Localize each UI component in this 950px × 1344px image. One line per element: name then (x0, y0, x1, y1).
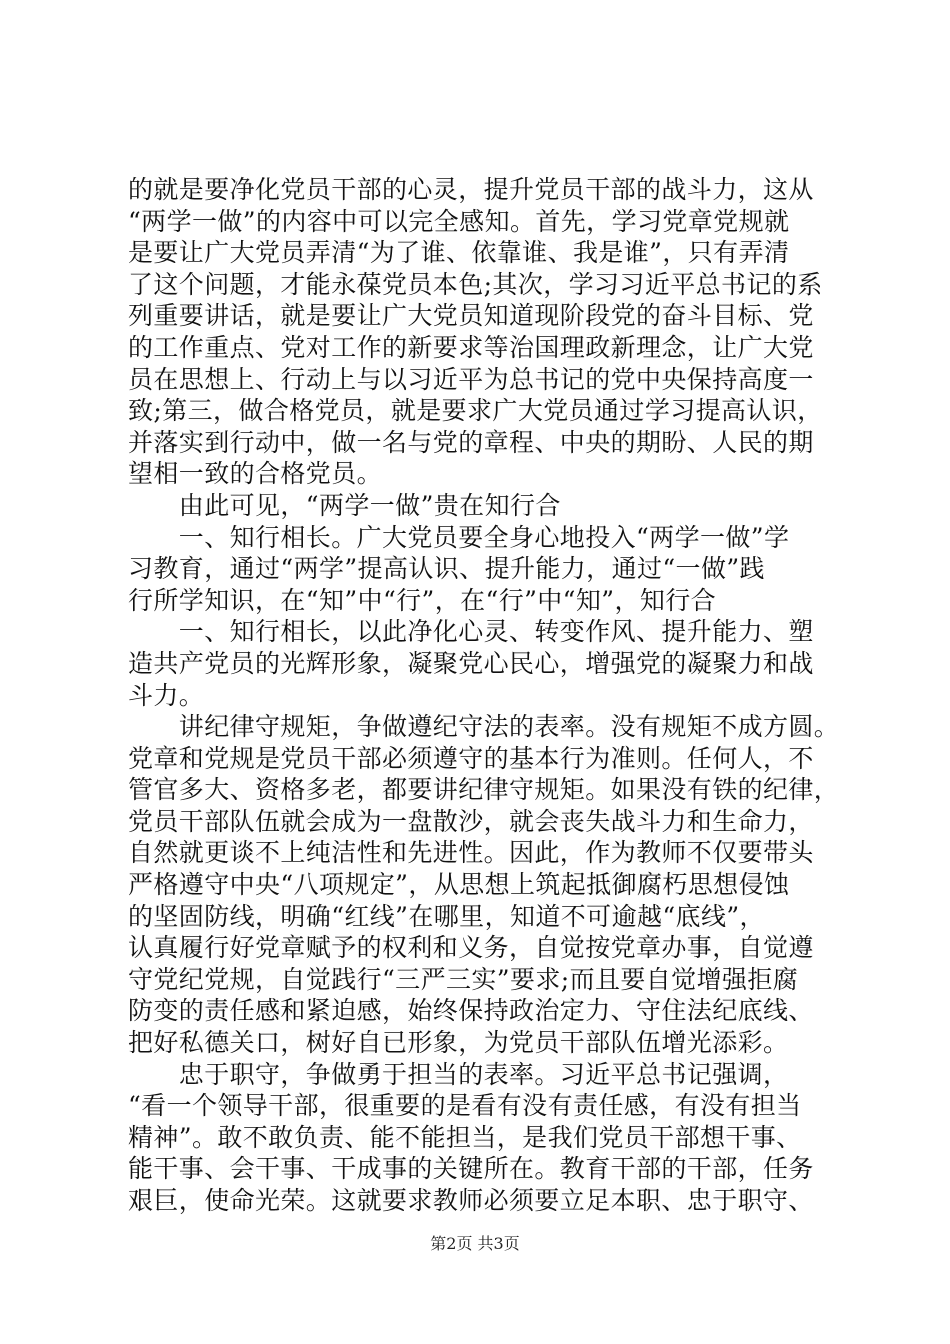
text-line: 一、知行相长，以此净化心灵、转变作风、提升能力、塑 (128, 617, 814, 647)
text-line: 的就是要净化党员干部的心灵，提升党员干部的战斗力，这从 (128, 175, 814, 204)
text-line: 由此可见，“两学一做”贵在知行合 (128, 490, 561, 520)
text-line: 是要让广大党员弄清“为了谁、依靠谁、我是谁”，只有弄清 (128, 238, 790, 268)
text-line: 致;第三，做合格党员，就是要求广大党员通过学习提高认识， (128, 396, 823, 426)
text-line: 并落实到行动中，做一名与党的章程、中央的期盼、人民的期 (128, 427, 814, 457)
text-line: 严格遵守中央“八项规定”，从思想上筑起抵御腐朽思想侵蚀 (128, 870, 790, 900)
text-line: 行所学知识，在“知”中“行”，在“行”中“知”，知行合 (128, 585, 717, 615)
text-line: 把好私德关口，树好自已形象，为党员干部队伍增光添彩。 (128, 1028, 789, 1058)
text-line: 忠于职守，争做勇于担当的表率。习近平总书记强调， (128, 1059, 789, 1089)
text-line: 的坚固防线，明确“红线”在哪里，知道不可逾越“底线”， (128, 901, 765, 931)
text-line: 守党纪党规，自觉践行“三严三实”要求;而且要自觉增强拒腐 (128, 964, 799, 994)
text-line: 党章和党规是党员干部必须遵守的基本行为准则。任何人，不 (128, 743, 814, 773)
text-line: 防变的责任感和紧迫感，始终保持政治定力、守住法纪底线、 (128, 996, 814, 1026)
text-line: 认真履行好党章赋予的权利和义务，自觉按党章办事，自觉遵 (128, 933, 814, 963)
page-number-footer: 第2页 共3页 (430, 1234, 520, 1253)
text-line: 员在思想上、行动上与以习近平为总书记的党中央保持高度一 (128, 364, 814, 394)
text-line: 党员干部队伍就会成为一盘散沙，就会丧失战斗力和生命力， (128, 806, 814, 836)
text-line: 的工作重点、党对工作的新要求等治国理政新理念，让广大党 (128, 332, 814, 362)
text-line: 管官多大、资格多老，都要讲纪律守规矩。如果没有铁的纪律， (128, 775, 840, 805)
text-line: 斗力。 (128, 680, 205, 710)
text-line: 望相一致的合格党员。 (128, 459, 383, 489)
text-line: 讲纪律守规矩，争做遵纪守法的表率。没有规矩不成方圆。 (128, 712, 840, 742)
document-body (128, 174, 840, 1217)
text-line: 习教育，通过“两学”提高认识、提升能力，通过“一做”践 (128, 554, 765, 584)
text-line: 艰巨，使命光荣。这就要求教师必须要立足本职、忠于职守、 (128, 1186, 814, 1215)
text-line: 精神”。敢不敢负责、能不能担当，是我们党员干部想干事、 (128, 1122, 802, 1152)
text-line: “看一个领导干部，很重要的是看有没有责任感，有没有担当 (128, 1091, 802, 1121)
text-line: 自然就更谈不上纯洁性和先进性。因此，作为教师不仅要带头 (128, 838, 814, 868)
text-line: 了这个问题，才能永葆党员本色;其次，学习习近平总书记的系 (128, 269, 823, 299)
text-line: 一、知行相长。广大党员要全身心地投入“两学一做”学 (128, 522, 790, 552)
text-line: 造共产党员的光辉形象，凝聚党心民心，增强党的凝聚力和战 (128, 648, 814, 678)
text-line: 列重要讲话，就是要让广大党员知道现阶段党的奋斗目标、党 (128, 301, 814, 331)
text-line: 能干事、会干事、干成事的关键所在。教育干部的干部，任务 (128, 1154, 814, 1184)
text-line: “两学一做”的内容中可以完全感知。首先，学习党章党规就 (128, 206, 790, 236)
